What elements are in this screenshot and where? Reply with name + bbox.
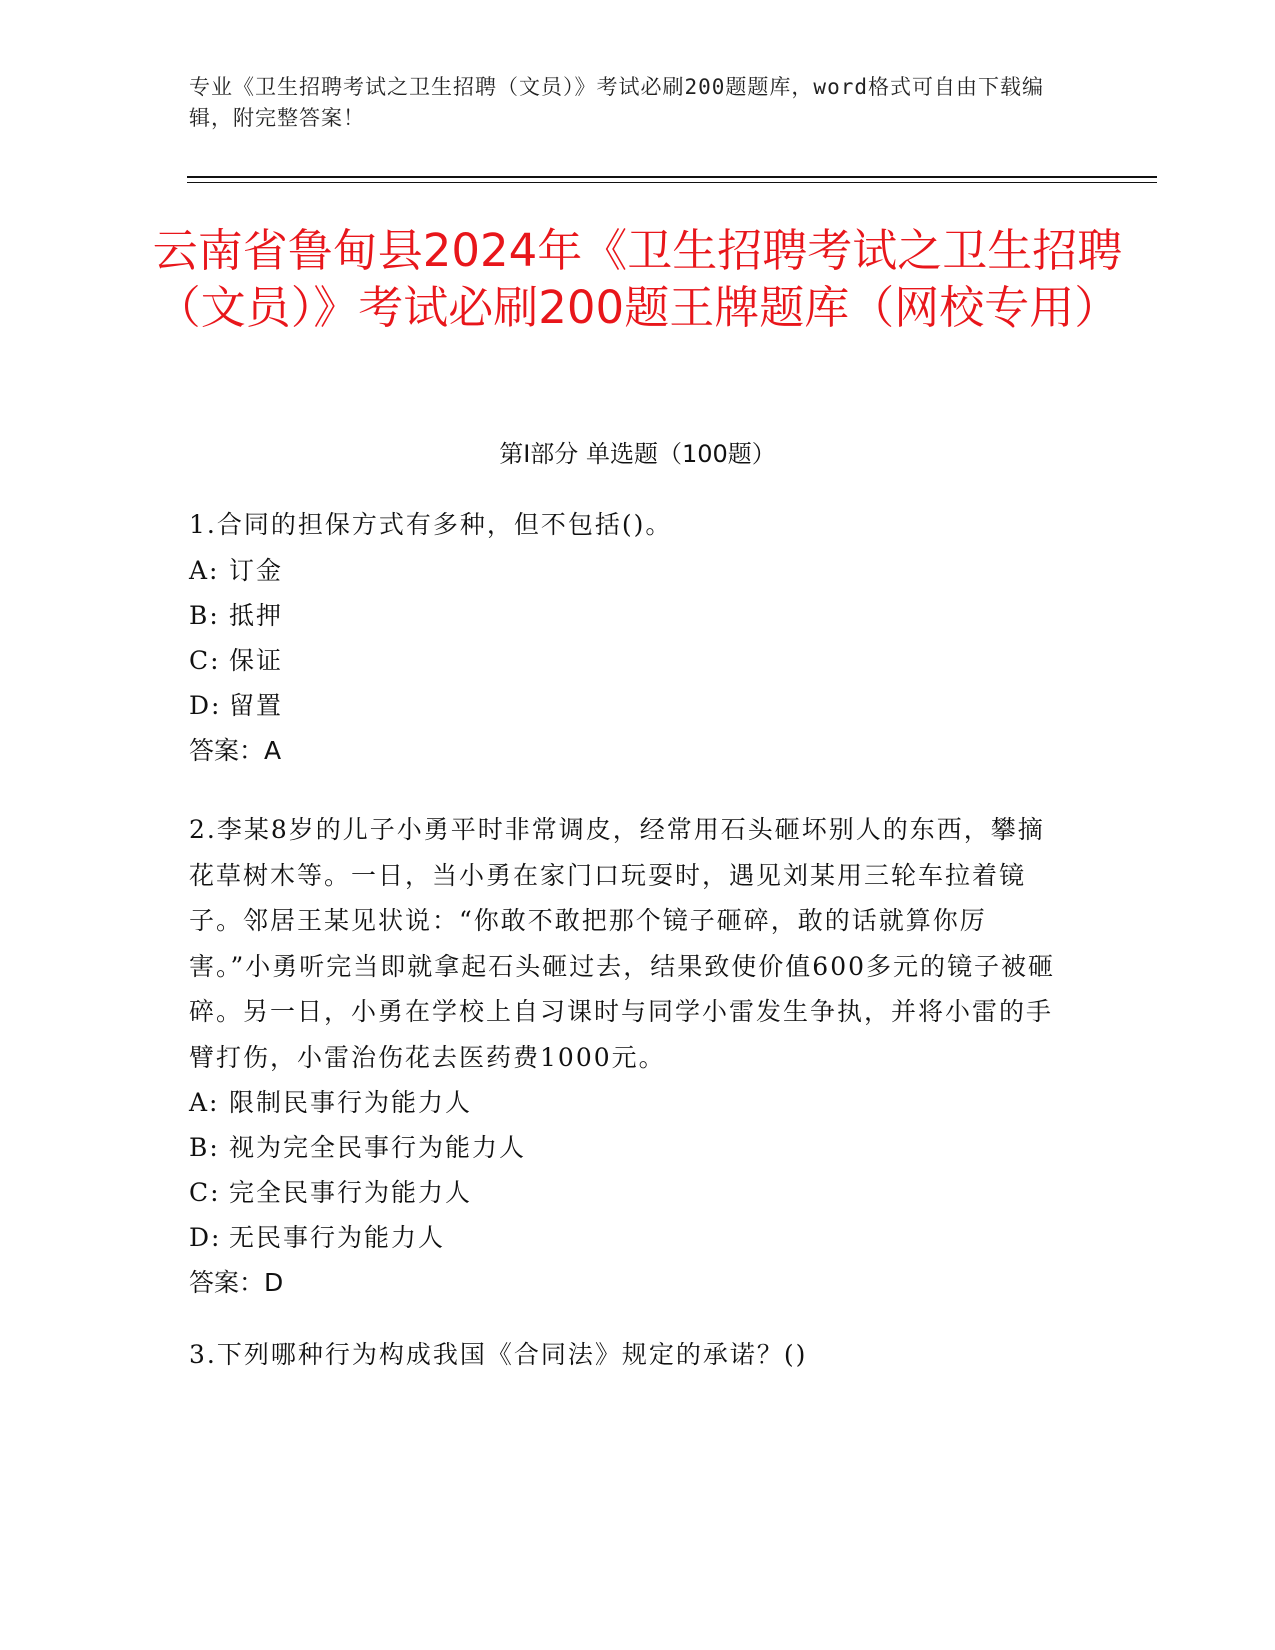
option-d [189, 1215, 1069, 1260]
option-text: 保证 [229, 645, 284, 675]
question-2 [189, 807, 1069, 1305]
section-title: 第Ⅰ部分 单选题（100题） [499, 440, 776, 468]
question-1 [189, 502, 1069, 773]
question-stem: 1.合同的担保方式有多种，但不包括()。 [189, 510, 673, 539]
option-key: C: [189, 645, 221, 675]
option-key: B: [189, 1133, 220, 1162]
option-key: B: [189, 600, 220, 630]
question-3 [189, 1332, 1069, 1378]
option-a [189, 548, 1069, 593]
header-divider-thin [187, 182, 1157, 183]
option-text: 无民事行为能力人 [229, 1223, 446, 1252]
option-key: D: [189, 690, 222, 720]
option-b [189, 593, 1069, 638]
answer: 答案：D [189, 1268, 284, 1297]
option-text: 视为完全民事行为能力人 [229, 1133, 527, 1162]
option-key: A: [189, 1088, 220, 1117]
header-note: 专业《卫生招聘考试之卫生招聘（文员）》考试必刷200题题库，word格式可自由下载编辑，附完整答案！ [189, 75, 1044, 130]
option-b [189, 1125, 1069, 1170]
option-text: 留置 [229, 690, 284, 720]
option-c [189, 1170, 1069, 1215]
question-stem: 3.下列哪种行为构成我国《合同法》规定的承诺？() [189, 1340, 808, 1369]
option-c [189, 638, 1069, 683]
option-text: 抵押 [229, 600, 284, 630]
answer: 答案：A [189, 735, 282, 765]
option-key: C: [189, 1178, 221, 1207]
question-stem: 2.李某8岁的儿子小勇平时非常调皮，经常用石头砸坏别人的东西，攀摘花草树木等。一日，当小勇在家门口玩耍时，遇见刘某用三轮车拉着镜子。邻居王某见状说：“你敢不敢把那个镜子砸碎，敢的话就算你厉害。”小勇听完当即就拿起石头砸过去，结果致使价值600多元的镜子被砸碎。另一日，小勇在学校上自习课时与同学小雷发生争执，并将小雷的手臂打伤，小雷治伤花去医药费1000元。 [189, 815, 1056, 1072]
option-text: 订金 [229, 555, 284, 585]
option-text: 完全民事行为能力人 [229, 1178, 473, 1207]
document-title: 云南省鲁甸县2024年《卫生招聘考试之卫生招聘（文员）》考试必刷200题王牌题库（网校专用） [152, 224, 1123, 334]
option-text: 限制民事行为能力人 [229, 1088, 473, 1117]
option-a [189, 1080, 1069, 1125]
option-key: A: [189, 555, 220, 585]
option-key: D: [189, 1223, 222, 1252]
header-divider-thick [187, 176, 1157, 178]
option-d [189, 683, 1069, 728]
